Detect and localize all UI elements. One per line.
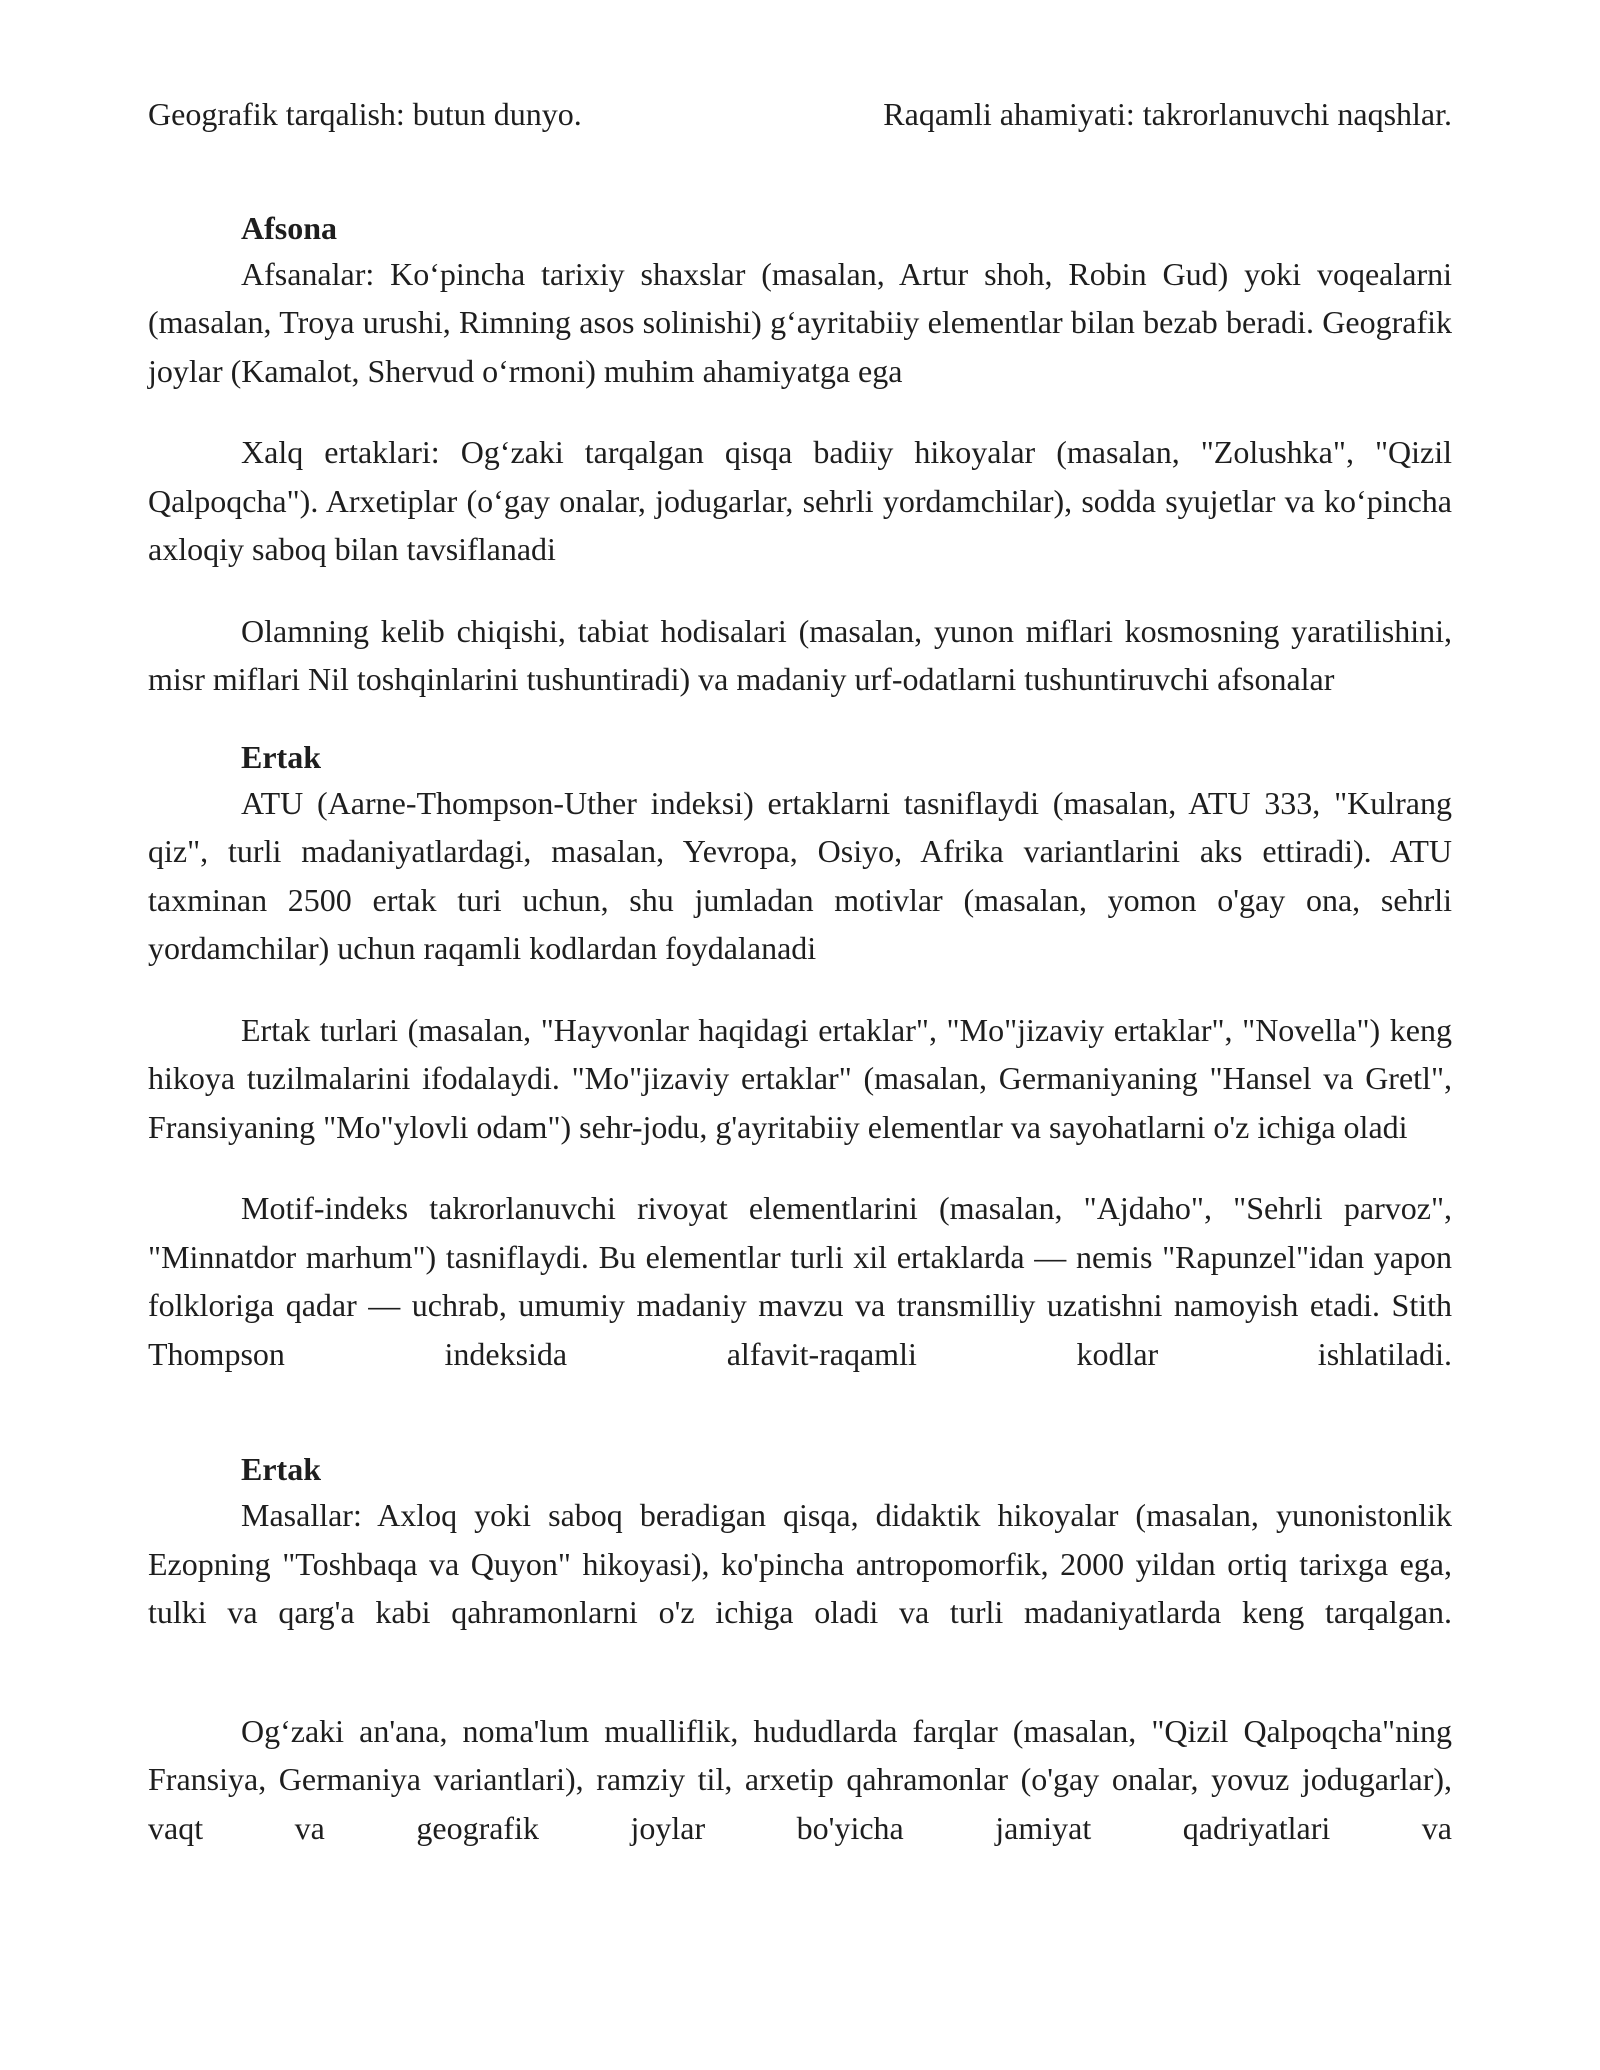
paragraph-atu: ATU (Aarne-Thompson-Uther indeksi) ertaklarni tasniflaydi (masalan, ATU 333, "Kulrang qiz", turli madaniyatlardagi, masalan, Yevropa, Osiyo, Afrika variantlarini aks ettiradi). ATU taxminan 2500 ertak turi uchun, shu jumladan motivlar (masalan, yomon o'gay ona, sehrli yordamchilar) uchun raqamli kodlardan foydalanadi	[148, 784, 1452, 966]
section-heading-ertak: Ertak	[241, 738, 321, 775]
top-line-part1: Geografik tarqalish: butun dunyo.	[148, 96, 582, 132]
paragraph-masallar: Masallar: Axloq yoki saboq beradigan qisqa, didaktik hikoyalar (masalan, yunonistonlik Ezopning "Toshbaqa va Quyon" hikoyasi), ko'pincha antropomorfik, 2000 yildan ortiq tarixga ega, tulki va qarg'a kabi qahramonlarni o'z ichiga oladi va turli madaniyatlarda keng tarqalgan.	[148, 1497, 1452, 1630]
section-heading-afsona: Afsona	[241, 209, 338, 246]
paragraph-motif-indeks: Motif-indeks takrorlanuvchi rivoyat elementlarini (masalan, "Ajdaho", "Sehrli parvoz", "Minnatdor marhum") tasniflaydi. Bu elementlar turli xil ertaklarda — nemis "Rapunzel"idan yapon folkloriga qadar — uchrab, umumiy madaniy mavzu va transmilliy uzatishni namoyish etadi. Stith Thompson indeksida alfavit-raqamli kodlar ishlatiladi.	[148, 1190, 1452, 1372]
top-line-part2: Raqamli ahamiyati: takrorlanuvchi naqshlar.	[883, 96, 1452, 132]
paragraph-ogzaki-anana: Ogʻzaki an'ana, noma'lum mualliflik, hududlarda farqlar (masalan, "Qizil Qalpoqcha"ning Fransiya, Germaniya variantlari), ramziy til, arxetip qahramonlar (o'gay onalar, yovuz jodugarlar), vaqt va geografik joylar bo'yicha jamiyat qadriyatlari va	[148, 1712, 1452, 1846]
top-line	[148, 90, 1452, 139]
section-heading-ertak-2: Ertak	[241, 1451, 321, 1487]
document-page	[148, 90, 1452, 1852]
paragraph-afsanalar: Afsanalar: Koʻpincha tarixiy shaxslar (masalan, Artur shoh, Robin Gud) yoki voqealarni (masalan, Troya urushi, Rimning asos solinishi) gʻayritabiiy elementlar bilan bezab beradi. Geografik joylar (Kamalot, Shervud oʻrmoni) muhim ahamiyatga ega	[148, 255, 1452, 389]
paragraph-olamning-kelib-chiqishi: Olamning kelib chiqishi, tabiat hodisalari (masalan, yunon miflari kosmosning yaratilishini, misr miflari Nil toshqinlarini tushuntiradi) va madaniy urf-odatlarni tushuntiruvchi afsonalar	[148, 612, 1452, 697]
paragraph-ertak-turlari: Ertak turlari (masalan, "Hayvonlar haqidagi ertaklar", "Mo"jizaviy ertaklar", "Novella") keng hikoya tuzilmalarini ifodalaydi. "Mo"jizaviy ertaklar" (masalan, Germaniyaning "Hansel va Gretl", Fransiyaning "Mo"ylovli odam") sehr-jodu, g'ayritabiiy elementlar va sayohatlarni o'z ichiga oladi	[148, 1011, 1452, 1145]
paragraph-xalq-ertaklari: Xalq ertaklari: Ogʻzaki tarqalgan qisqa badiiy hikoyalar (masalan, "Zolushka", "Qizil Qalpoqcha"). Arxetiplar (oʻgay onalar, jodugarlar, sehrli yordamchilar), sodda syujetlar va koʻpincha axloqiy saboq bilan tavsiflanadi	[148, 434, 1452, 567]
